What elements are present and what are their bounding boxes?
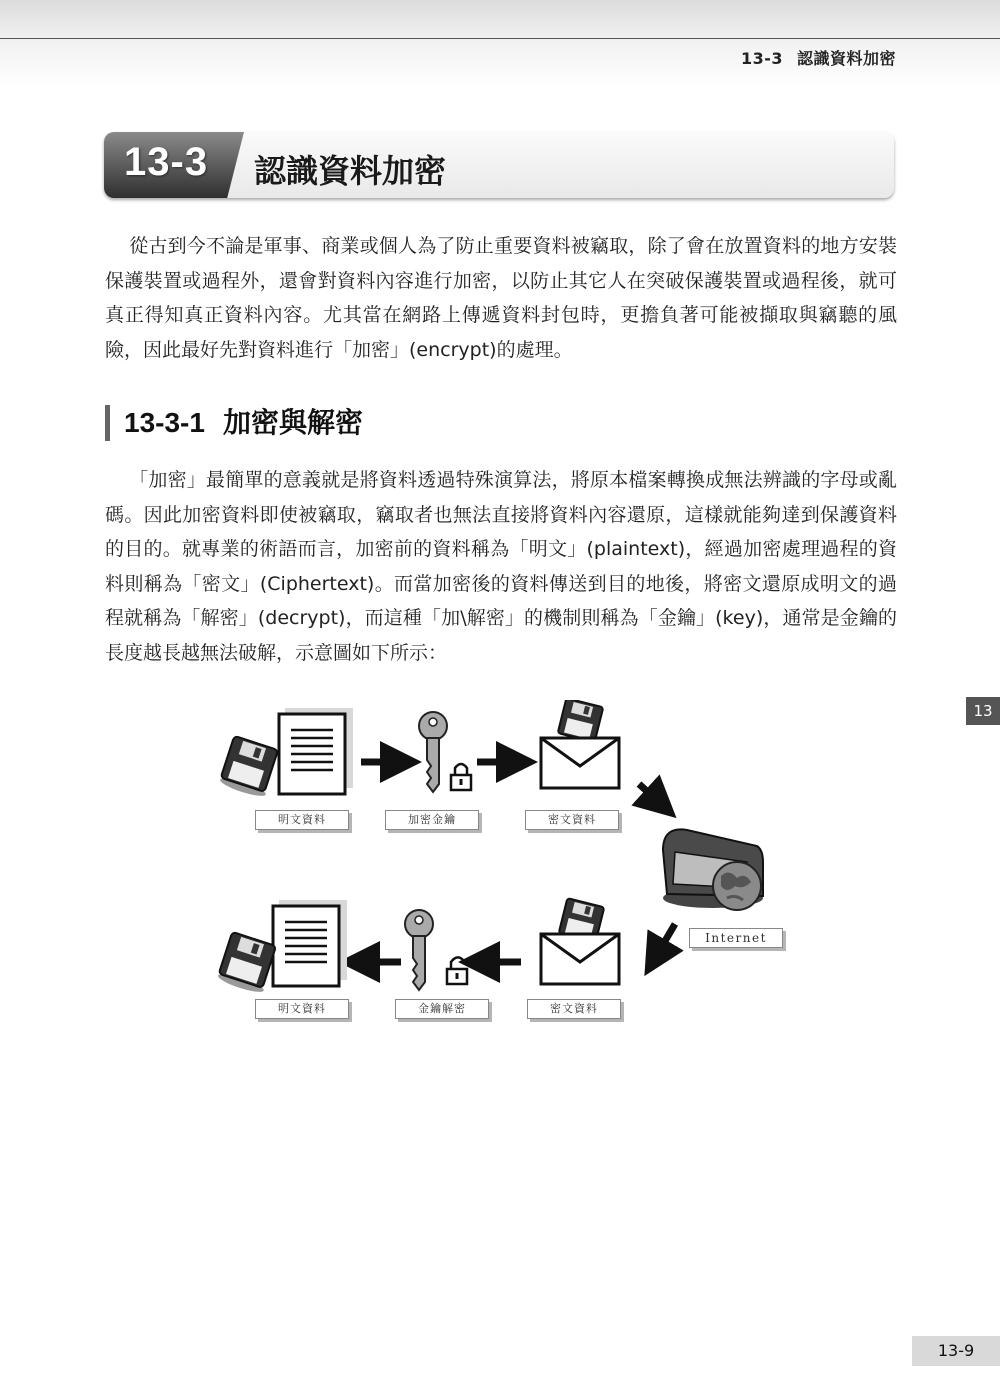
open-padlock-icon: [447, 957, 467, 984]
body-paragraph: [105, 463, 897, 670]
arrow-icon: [639, 784, 661, 804]
subsection-title: 加密與解密: [222, 406, 363, 439]
running-header-number: 13-3: [740, 49, 783, 68]
key-icon: [419, 712, 447, 792]
running-header-title: 認識資料加密: [796, 49, 896, 68]
globe-icon: [713, 862, 761, 910]
label-key-decryption: 金鑰解密: [395, 999, 489, 1019]
label-ciphertext-top: 密文資料: [525, 810, 619, 830]
label-encryption-key: 加密金鑰: [385, 810, 479, 830]
section-number: 13-3: [124, 140, 209, 184]
encryption-diagram: [215, 700, 795, 1030]
floppy-disk-icon: [217, 932, 278, 995]
key-icon: [405, 910, 433, 990]
body-paragraph-text: 「加密」最簡單的意義就是將資料透過特殊演算法，將原本檔案轉換成無法辨識的字母或亂碼。因此加密資料即使被竊取，竊取者也無法直接將資料內容還原，這樣就能夠達到保護資料的目的。就專業的術語而言，加密前的資料稱為「明文」(plaintext)，經過加密處理過程的資料則稱為「密文」(Ciphertext)。而當加密後的資料傳送到目的地後，將密文還原成明文的過程就稱為「解密」(decrypt)，而這種「加\解密」的機制則稱為「金鑰」(key)，通常是金鑰的長度越長越無法破解，示意圖如下所示：: [105, 469, 897, 664]
section-title-bar: [104, 132, 894, 198]
arrow-icon: [655, 924, 675, 958]
envelope-icon: [541, 934, 619, 984]
header-band: [0, 0, 1000, 88]
intro-paragraph-text: 從古到今不論是軍事、商業或個人為了防止重要資料被竊取，除了會在放置資料的地方安裝保護裝置或過程外，還會對資料內容進行加密，以防止其它人在突破保護裝置或過程後，就可真正得知真正資料內容。尤其當在網路上傳遞資料封包時，更擔負著可能被擷取與竊聽的風險，因此最好先對資料進行「加密」(encrypt)的處理。: [105, 235, 897, 361]
diagram-graphics: [215, 700, 795, 1030]
label-internet: Internet: [689, 928, 783, 948]
padlock-icon: [451, 764, 471, 790]
section-title: 認識資料加密: [254, 152, 447, 190]
document-icon: [273, 900, 347, 986]
floppy-disk-icon: [558, 700, 604, 742]
intro-paragraph: [105, 229, 897, 367]
label-plaintext-top: 明文資料: [255, 810, 349, 830]
running-header: [741, 46, 896, 69]
envelope-icon: [541, 738, 619, 788]
chapter-tab: 13: [966, 697, 1000, 725]
label-ciphertext-bottom: 密文資料: [527, 999, 621, 1019]
floppy-disk-icon: [219, 736, 280, 799]
header-rule: [0, 38, 1000, 39]
label-plaintext-bottom: 明文資料: [255, 999, 349, 1019]
subsection-number: 13-3-1: [124, 407, 205, 438]
subsection-heading: [105, 405, 363, 441]
page-number: 13-9: [912, 1336, 1000, 1366]
document-icon: [279, 708, 353, 794]
